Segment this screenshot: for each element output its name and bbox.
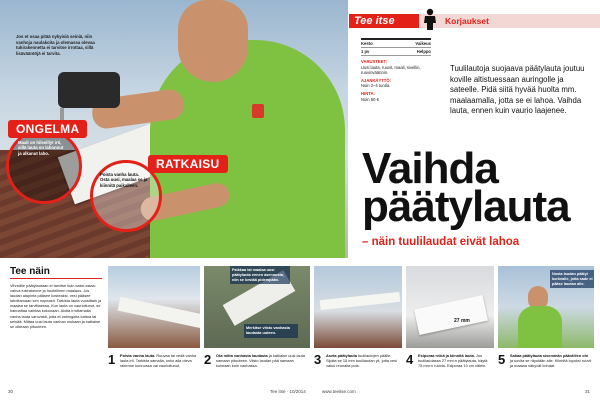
step-2-photo xyxy=(204,266,310,348)
footer-website: www.teeitse.com xyxy=(322,389,356,394)
footer-issue: 10/2014 xyxy=(289,389,306,394)
step-title: Ota mitta vanhasta laudasta xyxy=(216,353,268,358)
step-number: 3 xyxy=(314,352,322,367)
solution-tag: RATKAISU xyxy=(148,155,228,173)
headline-line-2: päätylauta xyxy=(362,182,570,231)
step-number: 2 xyxy=(204,352,212,367)
step-5 xyxy=(498,266,594,394)
problem-text: Maali on hilseillyt irti, sillä lauta on lahonnut ja alkanut laho. xyxy=(18,140,64,156)
step-body: Jos tuulilaudassa 27 mm:n päätylauta, käytä 75 mm:n ruuvia. Esiporaa 10 cm välein. xyxy=(418,353,488,368)
step-5-photo xyxy=(498,266,594,348)
step-4-photo xyxy=(406,266,494,348)
step-body: Ruuvaa tai vedä vanha lauta irti. Tarkista samalla, onko alla oleva rakenne kunnossa vai vaurioitunut. xyxy=(120,353,197,368)
step-text xyxy=(216,353,308,368)
step-number: 4 xyxy=(406,352,414,367)
info-duration-label: Kesto xyxy=(361,41,373,46)
subheadline: – näin tuulilaudat eivät lahoa xyxy=(362,236,520,248)
step-4 xyxy=(406,266,494,394)
price-label: HINTA: xyxy=(361,91,375,97)
problem-tag: ONGELMA xyxy=(8,120,87,138)
step-number: 1 xyxy=(108,352,116,367)
step-text xyxy=(120,353,198,368)
headline-line-1: Vaihda xyxy=(362,144,498,193)
worker-shirt xyxy=(150,40,345,258)
step-2-note-top: Paikkaa tai maalaa uusi päätylauta ennen asennusta, niin se kestää pidempään. xyxy=(230,266,290,284)
time-text: Noin 2–4 tuntia. xyxy=(361,83,391,89)
step-1-photo xyxy=(108,266,200,348)
step-text xyxy=(418,353,492,368)
intro-text: Tuulilautoja suojaava päätylauta joutuu koville altistuessaan auringolle ja sateelle. Pidä siitä hyvää huolta mm. maalaamalla, jotta se ei lahoa. Vaihda lauta, ennen kuin vaurio laajenee. xyxy=(450,64,585,116)
step-2-note-bottom: Merkitse viisto vanhasta laudasta uuteen. xyxy=(244,324,298,338)
step-title: Aseta päätylauta xyxy=(326,353,357,358)
step-3-photo xyxy=(314,266,402,348)
step-2 xyxy=(204,266,310,394)
photo-caption: Jos et osaa pitää nykyisiä seiniä, niin vanhoja naulakoita ja olemassa olevaa tukirakennetta ei tarvitse irrottaa, sillä lisävääntöjä ei tarvita. xyxy=(16,34,95,56)
info-row xyxy=(361,40,431,48)
step-body: ja sovita se räystään alle. Kiinnitä lopuksi ruuvit ja maalaa näkyvät kohdat. xyxy=(510,358,592,368)
page-number-left: 30 xyxy=(8,389,14,394)
step-4-measure: 27 mm xyxy=(454,318,470,324)
solution-text: Poista vanha lauta. Osta uusi, maalaa se ja kiinnitä paikalleen. xyxy=(100,172,148,188)
howto-text: Vihreälle päätylautaan ei tarvitse kuin kaksi asiaa: vahva tukirakenne ja huolellinen maalaus. Jos laudan alapinta pääsee kosteaksi, vesi pääsee lahottamaan sen nopeasti. Tarkista lauta vuosittain ja maalaa se tarvittaessa. Kun lauta on vaurioitunut, se kannattaa vaihtaa kokonaan. Aloita irrottamalla vanha lauta varovasti, jotta et vahingoita kattoa tai seinää. Mittaa uusi lauta vanhan mukaan ja katkaise se oikeaan pituuteen. xyxy=(10,283,102,329)
info-duration-value: 1 pv xyxy=(361,49,370,55)
worker-head xyxy=(178,0,248,82)
price-text: Noin 60 € xyxy=(361,96,379,102)
materials-label: VARUSTEET: xyxy=(361,59,387,65)
step-number: 5 xyxy=(498,352,506,367)
info-row xyxy=(361,48,431,56)
footer-magazine-name: Tee itse xyxy=(270,389,286,394)
section-title: Tee itse xyxy=(354,15,395,27)
footer-magazine: Tee itse · 10/2014 xyxy=(270,389,306,394)
category-title: Korjaukset xyxy=(445,16,489,26)
step-text xyxy=(510,353,592,368)
step-body: tuulilautojen päälle. Sijoita se 15 mm tuulilaudan yli, jotta vesi valuu reunalta pois. xyxy=(326,353,397,368)
time-label: AJANKÄYTTÖ: xyxy=(361,78,392,84)
howto-title: Tee näin xyxy=(10,266,102,279)
step-title: Sahaa päätylauta sisemmän pääntiilen ohi xyxy=(510,353,589,358)
howto-column xyxy=(10,266,102,329)
step-text xyxy=(326,353,400,368)
materials-text: Uusi lauta, ruuvit, maali, sivellin, ruuvinväännin. xyxy=(361,64,421,75)
drill-icon xyxy=(58,72,120,108)
info-difficulty-label: Vaikeus xyxy=(415,41,431,46)
info-box xyxy=(361,38,431,102)
step-title: Esiporaa reikä ja kiinnitä lauta. xyxy=(418,353,475,358)
shirt-logo xyxy=(252,104,264,118)
step-5-note: Nosta laudan päätyi korkealle, jotta sade ei pääse laudan alle. xyxy=(550,270,594,288)
info-difficulty-value: Helppo xyxy=(416,49,431,55)
step-1 xyxy=(108,266,200,394)
step-3 xyxy=(314,266,402,394)
step-body: ja katkaise uusi lauta samaan pituuteen. Viisto laudan pää samaan kulmaan kuin vanhassa. xyxy=(216,353,305,368)
worker-silhouette-icon xyxy=(422,8,438,30)
page-number-right: 31 xyxy=(585,389,591,394)
step-title: Poista vanha lauta. xyxy=(120,353,156,358)
